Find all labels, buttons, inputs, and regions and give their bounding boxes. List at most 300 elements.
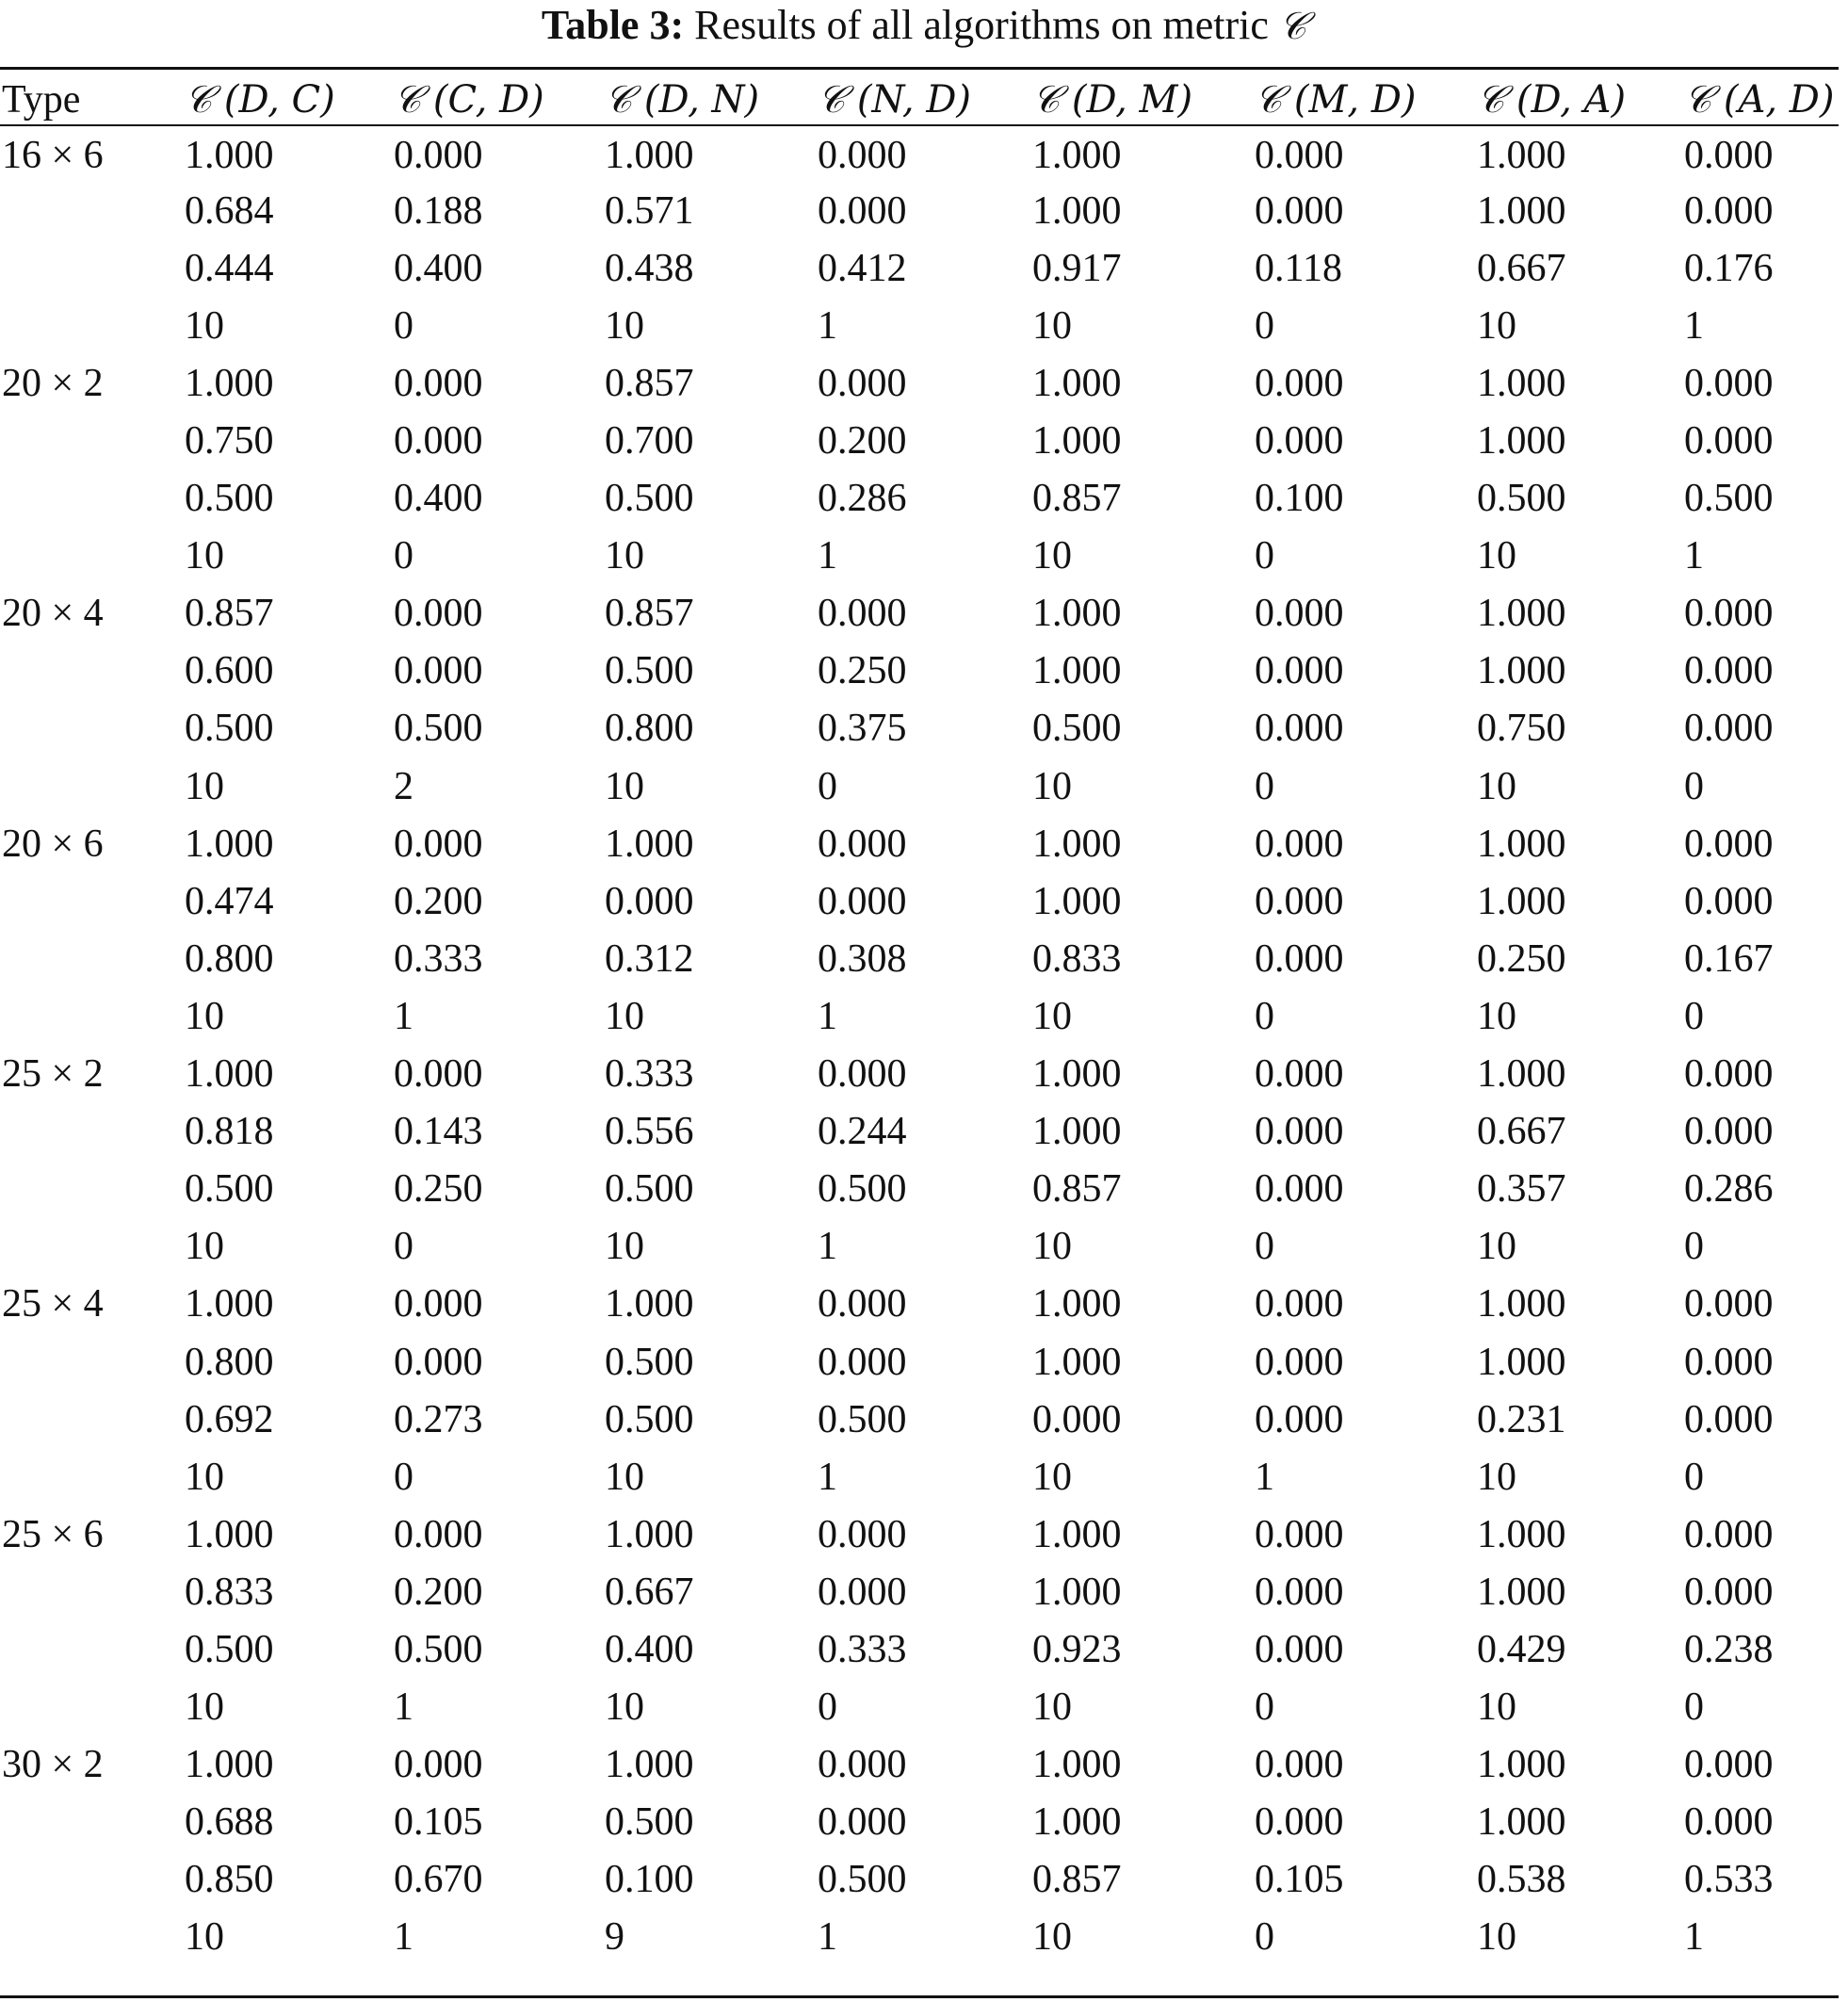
table-row xyxy=(2,1218,1840,1276)
value-cell: 0.818 xyxy=(185,1110,274,1154)
value-cell: 0.333 xyxy=(394,936,483,981)
value-cell: 1.000 xyxy=(1477,1052,1566,1097)
value-cell: 1 xyxy=(394,1915,413,1960)
value-cell: 0.500 xyxy=(818,1167,907,1212)
value-cell: 0.000 xyxy=(1684,1743,1774,1787)
empty-type-cell xyxy=(2,1103,185,1161)
value-cell: 0.400 xyxy=(394,477,483,521)
value-cell: 0 xyxy=(394,303,413,348)
value-cell: 1.000 xyxy=(1477,188,1566,233)
value-cell: 1 xyxy=(818,1225,837,1269)
value-cell: 1 xyxy=(818,1915,837,1960)
value-cell: 0.688 xyxy=(185,1800,274,1845)
table-row xyxy=(2,1909,1840,1966)
value-cell: 0.000 xyxy=(818,1512,907,1556)
column-header-c-d-c: 𝒞 (D, C) xyxy=(185,78,335,122)
value-cell: 0.692 xyxy=(185,1397,274,1441)
value-cell: 0.308 xyxy=(818,936,907,981)
value-cell: 1 xyxy=(394,1685,413,1730)
value-cell: 1.000 xyxy=(1032,1570,1122,1614)
empty-type-cell xyxy=(2,1794,185,1851)
value-cell: 10 xyxy=(185,764,224,808)
value-cell: 0.000 xyxy=(1255,1282,1344,1327)
value-cell: 0.500 xyxy=(1477,477,1566,521)
value-cell: 10 xyxy=(1477,764,1516,808)
value-cell: 0.200 xyxy=(394,1570,483,1614)
value-cell: 0.684 xyxy=(185,188,274,233)
value-cell: 0.500 xyxy=(818,1858,907,1902)
value-cell: 0.000 xyxy=(1255,1743,1344,1787)
value-cell: 1.000 xyxy=(185,1052,274,1097)
value-cell: 1.000 xyxy=(1477,1512,1566,1556)
table-row xyxy=(2,1103,1840,1161)
value-cell: 0.000 xyxy=(394,592,483,636)
value-cell: 1.000 xyxy=(1032,879,1122,923)
empty-type-cell xyxy=(2,643,185,700)
value-cell: 0.400 xyxy=(394,246,483,290)
value-cell: 0.118 xyxy=(1255,246,1342,290)
caption-label: Table 3: xyxy=(541,2,685,48)
value-cell: 1.000 xyxy=(1032,1800,1122,1845)
value-cell: 0 xyxy=(1255,1915,1274,1960)
value-cell: 0.000 xyxy=(1255,649,1344,693)
empty-type-cell xyxy=(2,700,185,757)
value-cell: 0 xyxy=(1255,534,1274,578)
value-cell: 0.412 xyxy=(818,246,907,290)
value-cell: 0.250 xyxy=(818,649,907,693)
value-cell: 0.000 xyxy=(1255,592,1344,636)
value-cell: 0.250 xyxy=(394,1167,483,1212)
value-cell: 1 xyxy=(818,534,837,578)
table-row xyxy=(2,700,1840,757)
value-cell: 0.500 xyxy=(185,1167,274,1212)
value-cell: 0.438 xyxy=(605,246,694,290)
table-row xyxy=(2,1333,1840,1391)
table-body xyxy=(2,124,1840,1966)
value-cell: 0.000 xyxy=(394,1340,483,1384)
value-cell: 10 xyxy=(1032,1455,1072,1499)
value-cell: 0.500 xyxy=(605,1800,694,1845)
value-cell: 1.000 xyxy=(1032,649,1122,693)
value-cell: 0.200 xyxy=(818,419,907,464)
value-cell: 0.000 xyxy=(818,1282,907,1327)
table-caption xyxy=(0,2,1848,50)
table-row xyxy=(2,528,1840,585)
column-header-c-a-d: 𝒞 (A, D) xyxy=(1684,78,1835,122)
value-cell: 0.556 xyxy=(605,1110,694,1154)
value-cell: 0.500 xyxy=(185,707,274,751)
value-cell: 0.000 xyxy=(1255,419,1344,464)
value-cell: 1.000 xyxy=(1477,1282,1566,1327)
value-cell: 0.273 xyxy=(394,1397,483,1441)
value-cell: 10 xyxy=(1032,764,1072,808)
empty-type-cell xyxy=(2,1333,185,1391)
value-cell: 0.200 xyxy=(394,879,483,923)
value-cell: 0.000 xyxy=(1255,1570,1344,1614)
value-cell: 0 xyxy=(394,1225,413,1269)
value-cell: 1 xyxy=(1255,1455,1274,1499)
value-cell: 0 xyxy=(1255,1225,1274,1269)
value-cell: 0.500 xyxy=(185,477,274,521)
value-cell: 0.000 xyxy=(818,822,907,866)
value-cell: 10 xyxy=(1032,303,1072,348)
value-cell: 0 xyxy=(1255,994,1274,1038)
value-cell: 10 xyxy=(1032,1685,1072,1730)
value-cell: 1.000 xyxy=(1477,1570,1566,1614)
value-cell: 1.000 xyxy=(1477,1743,1566,1787)
value-cell: 0.667 xyxy=(1477,1110,1566,1154)
value-cell: 1 xyxy=(1684,1915,1704,1960)
value-cell: 1.000 xyxy=(605,1282,694,1327)
value-cell: 0.000 xyxy=(818,1570,907,1614)
value-cell: 1 xyxy=(1684,534,1704,578)
empty-type-cell xyxy=(2,930,185,987)
value-cell: 1.000 xyxy=(185,822,274,866)
value-cell: 1.000 xyxy=(605,133,694,177)
value-cell: 0.357 xyxy=(1477,1167,1566,1212)
value-cell: 1 xyxy=(394,994,413,1038)
value-cell: 0.000 xyxy=(818,879,907,923)
value-cell: 0 xyxy=(1684,764,1704,808)
value-cell: 0.000 xyxy=(818,133,907,177)
value-cell: 0.500 xyxy=(605,1397,694,1441)
value-cell: 0.000 xyxy=(818,1052,907,1097)
table-row xyxy=(2,1794,1840,1851)
value-cell: 0.000 xyxy=(1255,133,1344,177)
value-cell: 0.000 xyxy=(1255,1110,1344,1154)
instance-type-cell: 30 × 2 xyxy=(2,1743,104,1787)
table-row xyxy=(2,1391,1840,1448)
value-cell: 0.500 xyxy=(605,649,694,693)
table-row xyxy=(2,412,1840,469)
value-cell: 0.000 xyxy=(1255,1800,1344,1845)
instance-type-cell: 20 × 6 xyxy=(2,822,104,866)
value-cell: 1.000 xyxy=(1032,1743,1122,1787)
value-cell: 10 xyxy=(605,994,644,1038)
value-cell: 1.000 xyxy=(1477,361,1566,405)
value-cell: 1.000 xyxy=(185,133,274,177)
column-header-c-d-a: 𝒞 (D, A) xyxy=(1477,78,1627,122)
value-cell: 0.000 xyxy=(1255,361,1344,405)
table-row xyxy=(2,757,1840,815)
value-cell: 10 xyxy=(185,994,224,1038)
empty-type-cell xyxy=(2,1620,185,1678)
value-cell: 1 xyxy=(1684,303,1704,348)
value-cell: 1.000 xyxy=(1032,361,1122,405)
value-cell: 0.000 xyxy=(1684,361,1774,405)
value-cell: 0.000 xyxy=(394,649,483,693)
table-row xyxy=(2,643,1840,700)
value-cell: 10 xyxy=(185,1685,224,1730)
table-row xyxy=(2,1448,1840,1506)
value-cell: 1.000 xyxy=(185,361,274,405)
value-cell: 0 xyxy=(1255,303,1274,348)
value-cell: 10 xyxy=(185,1455,224,1499)
empty-type-cell xyxy=(2,1161,185,1218)
value-cell: 10 xyxy=(185,1915,224,1960)
column-header-c-n-d: 𝒞 (N, D) xyxy=(818,78,972,122)
empty-type-cell xyxy=(2,1563,185,1620)
value-cell: 0.238 xyxy=(1684,1627,1774,1671)
value-cell: 0.375 xyxy=(818,707,907,751)
value-cell: 1.000 xyxy=(1477,649,1566,693)
empty-type-cell xyxy=(2,1909,185,1966)
value-cell: 0.000 xyxy=(1255,822,1344,866)
table-row xyxy=(2,815,1840,872)
value-cell: 0.538 xyxy=(1477,1858,1566,1902)
value-cell: 0.400 xyxy=(605,1627,694,1671)
value-cell: 0.429 xyxy=(1477,1627,1566,1671)
value-cell: 1.000 xyxy=(1477,879,1566,923)
value-cell: 0.000 xyxy=(1255,1627,1344,1671)
value-cell: 0 xyxy=(1255,1685,1274,1730)
value-cell: 0.000 xyxy=(1684,188,1774,233)
value-cell: 0 xyxy=(394,534,413,578)
value-cell: 0.100 xyxy=(605,1858,694,1902)
value-cell: 0.000 xyxy=(1684,707,1774,751)
value-cell: 0.700 xyxy=(605,419,694,464)
value-cell: 0.000 xyxy=(394,419,483,464)
caption-text: Results of all algorithms on metric xyxy=(694,2,1269,48)
instance-type-cell: 25 × 2 xyxy=(2,1052,104,1097)
value-cell: 0.286 xyxy=(1684,1167,1774,1212)
value-cell: 0.000 xyxy=(818,361,907,405)
value-cell: 1.000 xyxy=(1477,133,1566,177)
table-row xyxy=(2,470,1840,528)
value-cell: 1 xyxy=(818,994,837,1038)
value-cell: 0.500 xyxy=(1684,477,1774,521)
value-cell: 1.000 xyxy=(1477,1800,1566,1845)
table-row xyxy=(2,239,1840,297)
value-cell: 10 xyxy=(1477,303,1516,348)
table-row xyxy=(2,1161,1840,1218)
value-cell: 0.231 xyxy=(1477,1397,1566,1441)
value-cell: 10 xyxy=(605,303,644,348)
value-cell: 0.000 xyxy=(605,879,694,923)
column-header-c-m-d: 𝒞 (M, D) xyxy=(1255,78,1417,122)
empty-type-cell xyxy=(2,182,185,239)
value-cell: 0.500 xyxy=(394,1627,483,1671)
value-cell: 0.312 xyxy=(605,936,694,981)
value-cell: 0.000 xyxy=(394,361,483,405)
value-cell: 0.000 xyxy=(1684,1512,1774,1556)
value-cell: 0.000 xyxy=(1684,1110,1774,1154)
value-cell: 1 xyxy=(818,1455,837,1499)
value-cell: 0.857 xyxy=(605,361,694,405)
value-cell: 1.000 xyxy=(605,822,694,866)
value-cell: 10 xyxy=(185,303,224,348)
value-cell: 10 xyxy=(605,1685,644,1730)
table-row xyxy=(2,1276,1840,1333)
value-cell: 0.500 xyxy=(605,1340,694,1384)
value-cell: 1.000 xyxy=(605,1512,694,1556)
instance-type-cell: 25 × 4 xyxy=(2,1282,104,1327)
value-cell: 10 xyxy=(185,534,224,578)
value-cell: 0.474 xyxy=(185,879,274,923)
value-cell: 10 xyxy=(605,764,644,808)
value-cell: 0 xyxy=(394,1455,413,1499)
value-cell: 1.000 xyxy=(1032,1052,1122,1097)
top-rule xyxy=(0,67,1839,70)
value-cell: 0 xyxy=(1684,1685,1704,1730)
value-cell: 1.000 xyxy=(1477,592,1566,636)
table-row xyxy=(2,1851,1840,1909)
column-header-c-d-m: 𝒞 (D, M) xyxy=(1032,78,1193,122)
value-cell: 0.500 xyxy=(394,707,483,751)
value-cell: 1.000 xyxy=(1032,1340,1122,1384)
value-cell: 1.000 xyxy=(1032,822,1122,866)
value-cell: 2 xyxy=(394,764,413,808)
value-cell: 0.800 xyxy=(605,707,694,751)
value-cell: 0 xyxy=(1684,994,1704,1038)
value-cell: 0 xyxy=(1684,1455,1704,1499)
value-cell: 0.533 xyxy=(1684,1858,1774,1902)
empty-type-cell xyxy=(2,1218,185,1276)
value-cell: 0.000 xyxy=(818,1800,907,1845)
value-cell: 0.800 xyxy=(185,1340,274,1384)
table-row xyxy=(2,1506,1840,1563)
value-cell: 0.000 xyxy=(1684,592,1774,636)
value-cell: 9 xyxy=(605,1915,624,1960)
value-cell: 0.105 xyxy=(1255,1858,1344,1902)
value-cell: 10 xyxy=(605,1225,644,1269)
value-cell: 0.000 xyxy=(1684,1052,1774,1097)
value-cell: 0.000 xyxy=(1684,822,1774,866)
caption-metric-symbol: 𝒞 xyxy=(1278,5,1307,48)
value-cell: 0.857 xyxy=(1032,1858,1122,1902)
value-cell: 10 xyxy=(1477,1685,1516,1730)
value-cell: 0.667 xyxy=(605,1570,694,1614)
value-cell: 10 xyxy=(1477,994,1516,1038)
empty-type-cell xyxy=(2,757,185,815)
value-cell: 1.000 xyxy=(605,1743,694,1787)
empty-type-cell xyxy=(2,1851,185,1909)
value-cell: 1.000 xyxy=(1477,419,1566,464)
value-cell: 0.833 xyxy=(185,1570,274,1614)
value-cell: 0.105 xyxy=(394,1800,483,1845)
value-cell: 0.857 xyxy=(1032,1167,1122,1212)
value-cell: 1.000 xyxy=(1032,592,1122,636)
value-cell: 0 xyxy=(818,1685,837,1730)
table-row xyxy=(2,354,1840,412)
results-table xyxy=(2,75,1840,1966)
value-cell: 0.000 xyxy=(1255,879,1344,923)
value-cell: 1.000 xyxy=(1032,1282,1122,1327)
value-cell: 0.000 xyxy=(394,1743,483,1787)
value-cell: 10 xyxy=(605,534,644,578)
value-cell: 0.000 xyxy=(1684,1800,1774,1845)
value-cell: 1.000 xyxy=(185,1512,274,1556)
value-cell: 0.000 xyxy=(1255,1167,1344,1212)
value-cell: 0.750 xyxy=(185,419,274,464)
value-cell: 10 xyxy=(185,1225,224,1269)
value-cell: 1.000 xyxy=(1032,1110,1122,1154)
value-cell: 0.500 xyxy=(605,1167,694,1212)
value-cell: 1.000 xyxy=(1032,188,1122,233)
empty-type-cell xyxy=(2,1391,185,1448)
value-cell: 0.000 xyxy=(1684,1570,1774,1614)
table-row xyxy=(2,930,1840,987)
value-cell: 0.188 xyxy=(394,188,483,233)
value-cell: 0.500 xyxy=(818,1397,907,1441)
value-cell: 0.000 xyxy=(394,1282,483,1327)
value-cell: 0.000 xyxy=(1684,419,1774,464)
value-cell: 0.000 xyxy=(394,1512,483,1556)
value-cell: 0.000 xyxy=(1684,649,1774,693)
empty-type-cell xyxy=(2,297,185,354)
table-row xyxy=(2,1046,1840,1103)
value-cell: 10 xyxy=(1032,1915,1072,1960)
column-header-c-d-n: 𝒞 (D, N) xyxy=(605,78,760,122)
value-cell: 0.000 xyxy=(1684,1340,1774,1384)
value-cell: 0.333 xyxy=(605,1052,694,1097)
value-cell: 0.000 xyxy=(394,822,483,866)
bottom-rule xyxy=(0,1995,1839,1998)
value-cell: 0.923 xyxy=(1032,1627,1122,1671)
instance-type-cell: 16 × 6 xyxy=(2,133,104,177)
table-row xyxy=(2,1563,1840,1620)
value-cell: 0.167 xyxy=(1684,936,1774,981)
value-cell: 10 xyxy=(1477,1225,1516,1269)
table-row xyxy=(2,1736,1840,1794)
value-cell: 0 xyxy=(818,764,837,808)
value-cell: 0.000 xyxy=(1255,1512,1344,1556)
value-cell: 0.100 xyxy=(1255,477,1344,521)
value-cell: 0.000 xyxy=(818,592,907,636)
value-cell: 0.000 xyxy=(818,1743,907,1787)
value-cell: 0.143 xyxy=(394,1110,483,1154)
instance-type-cell: 25 × 6 xyxy=(2,1512,104,1556)
empty-type-cell xyxy=(2,470,185,528)
value-cell: 1.000 xyxy=(1032,1512,1122,1556)
value-cell: 0.857 xyxy=(605,592,694,636)
empty-type-cell xyxy=(2,987,185,1045)
value-cell: 0.000 xyxy=(394,1052,483,1097)
table-row xyxy=(2,872,1840,930)
value-cell: 10 xyxy=(1032,994,1072,1038)
value-cell: 1 xyxy=(818,303,837,348)
empty-type-cell xyxy=(2,1679,185,1736)
value-cell: 0.600 xyxy=(185,649,274,693)
table-row xyxy=(2,297,1840,354)
value-cell: 0.000 xyxy=(818,188,907,233)
value-cell: 0.850 xyxy=(185,1858,274,1902)
value-cell: 0.000 xyxy=(1255,1340,1344,1384)
value-cell: 0.000 xyxy=(394,133,483,177)
value-cell: 10 xyxy=(1477,1915,1516,1960)
value-cell: 1.000 xyxy=(1032,419,1122,464)
instance-type-cell: 20 × 2 xyxy=(2,361,104,405)
value-cell: 0 xyxy=(1684,1225,1704,1269)
header-row xyxy=(2,75,1840,124)
value-cell: 0.000 xyxy=(1684,1282,1774,1327)
table-row xyxy=(2,182,1840,239)
column-header-type: Type xyxy=(2,78,81,122)
value-cell: 0.244 xyxy=(818,1110,907,1154)
instance-type-cell: 20 × 4 xyxy=(2,592,104,636)
value-cell: 0.000 xyxy=(1255,1052,1344,1097)
value-cell: 0.857 xyxy=(185,592,274,636)
value-cell: 10 xyxy=(1477,1455,1516,1499)
value-cell: 1.000 xyxy=(1477,1340,1566,1384)
table-row xyxy=(2,585,1840,643)
value-cell: 1.000 xyxy=(185,1282,274,1327)
value-cell: 0.000 xyxy=(1255,936,1344,981)
value-cell: 10 xyxy=(1032,1225,1072,1269)
value-cell: 10 xyxy=(1032,534,1072,578)
value-cell: 0.500 xyxy=(1032,707,1122,751)
empty-type-cell xyxy=(2,412,185,469)
